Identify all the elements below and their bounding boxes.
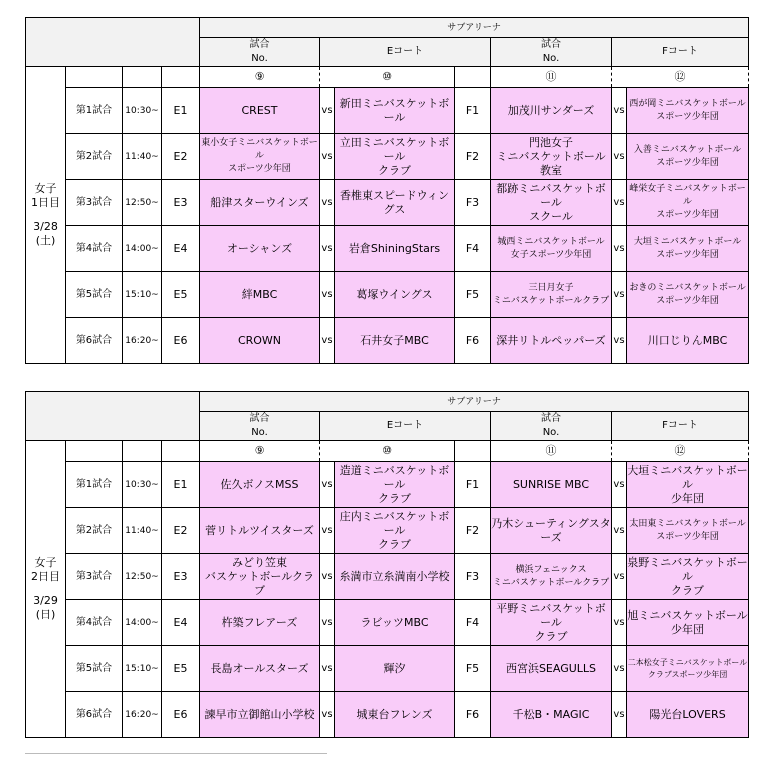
team-e-away: 葛塚ウイングス xyxy=(335,272,455,318)
court-f-title: Fコート xyxy=(612,412,749,441)
blank-cell xyxy=(66,67,123,88)
game-row xyxy=(26,554,749,600)
court-f-title: Fコート xyxy=(612,38,749,67)
team-f-away: 西が岡ミニバスケットボール スポーツ少年団 xyxy=(627,88,749,134)
team-f-away: 入善ミニバスケットボール スポーツ少年団 xyxy=(627,134,749,180)
team-f-home: 加茂川サンダーズ xyxy=(491,88,612,134)
schedule-day1-table xyxy=(25,17,749,364)
team-f-away: 泉野ミニバスケットボール クラブ xyxy=(627,554,749,600)
blank-cell xyxy=(455,67,491,88)
game-id-f: F1 xyxy=(455,88,491,134)
arena-header-row xyxy=(26,392,749,412)
blank-cell xyxy=(162,441,200,462)
game-id-f: F4 xyxy=(455,226,491,272)
game-id-f: F3 xyxy=(455,554,491,600)
slot-number-row xyxy=(26,67,749,88)
day-label-line: 女子 xyxy=(34,556,57,569)
vs-label-e: vs xyxy=(320,88,335,134)
start-time: 15:10~ xyxy=(123,646,162,692)
game-no-label: 試合 xyxy=(249,39,270,50)
match-label: 第1試合 xyxy=(66,88,123,134)
vs-label-f: vs xyxy=(612,508,627,554)
game-row xyxy=(26,180,749,226)
team-e-home: みどり笠東 バスケットボールクラブ xyxy=(200,554,320,600)
team-e-away: 立田ミニバスケットボール クラブ xyxy=(335,134,455,180)
game-no-label: 試合 xyxy=(249,413,270,424)
team-e-home: オーシャンズ xyxy=(200,226,320,272)
vs-label-e: vs xyxy=(320,180,335,226)
day-label-line: 1日目 xyxy=(31,196,60,209)
team-e-home: 菅リトルツイスターズ xyxy=(200,508,320,554)
game-id-f: F5 xyxy=(455,646,491,692)
game-id-e: E2 xyxy=(162,134,200,180)
game-id-f: F5 xyxy=(455,272,491,318)
slot-number-row xyxy=(26,441,749,462)
corner-diagonal-cell xyxy=(26,392,200,441)
vs-label-e: vs xyxy=(320,646,335,692)
game-id-e: E1 xyxy=(162,462,200,508)
team-e-away: ラビッツMBC xyxy=(335,600,455,646)
vs-label-e: vs xyxy=(320,600,335,646)
court-e-title: Eコート xyxy=(320,412,491,441)
match-label: 第2試合 xyxy=(66,508,123,554)
match-label: 第1試合 xyxy=(66,462,123,508)
blank-cell xyxy=(66,441,123,462)
vs-label-f: vs xyxy=(612,272,627,318)
arena-name: サブアリーナ xyxy=(200,392,749,412)
team-f-away: 大垣ミニバスケットボール 少年団 xyxy=(627,462,749,508)
team-e-away: 新田ミニバスケットボール xyxy=(335,88,455,134)
team-f-home: 西宮浜SEAGULLS xyxy=(491,646,612,692)
game-no-abbr: No. xyxy=(542,427,560,438)
day-label xyxy=(26,441,66,738)
blank-cell xyxy=(123,441,162,462)
game-no-header-e xyxy=(200,38,320,67)
start-time: 14:00~ xyxy=(123,226,162,272)
slot-number-f-home: ⑪ xyxy=(491,67,612,88)
day-label-line: 3/29 xyxy=(33,594,58,607)
team-f-home: 城西ミニバスケットボール 女子スポーツ少年団 xyxy=(491,226,612,272)
corner-diagonal-cell xyxy=(26,18,200,67)
team-f-away: 峰栄女子ミニバスケットボール スポーツ少年団 xyxy=(627,180,749,226)
game-id-e: E3 xyxy=(162,554,200,600)
game-no-header-f xyxy=(491,38,612,67)
team-f-home: SUNRISE MBC xyxy=(491,462,612,508)
slot-number-e-away: ⑩ xyxy=(320,67,455,88)
game-id-e: E6 xyxy=(162,692,200,738)
match-label: 第4試合 xyxy=(66,600,123,646)
blank-cell xyxy=(162,67,200,88)
start-time: 16:20~ xyxy=(123,318,162,364)
match-label: 第6試合 xyxy=(66,692,123,738)
vs-label-f: vs xyxy=(612,88,627,134)
team-f-home: 都跡ミニバスケットボール スクール xyxy=(491,180,612,226)
team-f-home: 深井リトルペッパーズ xyxy=(491,318,612,364)
team-e-home: 船津スターウインズ xyxy=(200,180,320,226)
schedule-day1-body xyxy=(26,18,749,364)
match-label: 第5試合 xyxy=(66,272,123,318)
vs-label-f: vs xyxy=(612,226,627,272)
game-row xyxy=(26,462,749,508)
game-row xyxy=(26,272,749,318)
game-id-e: E5 xyxy=(162,272,200,318)
game-row xyxy=(26,226,749,272)
team-e-away: 輝汐 xyxy=(335,646,455,692)
game-row xyxy=(26,88,749,134)
game-row xyxy=(26,318,749,364)
match-label: 第3試合 xyxy=(66,554,123,600)
schedule-day2-body xyxy=(26,392,749,738)
slot-number-e-home: ⑨ xyxy=(200,67,320,88)
team-e-away: 造道ミニバスケットボール クラブ xyxy=(335,462,455,508)
team-f-home: 乃木シューティングスターズ xyxy=(491,508,612,554)
game-id-f: F1 xyxy=(455,462,491,508)
slot-number-e-home: ⑨ xyxy=(200,441,320,462)
day-label-line: (日) xyxy=(35,608,56,621)
team-f-away: 川口じりんMBC xyxy=(627,318,749,364)
team-e-away: 香椎東スピードウィングス xyxy=(335,180,455,226)
day-label-line: (土) xyxy=(35,234,56,247)
start-time: 15:10~ xyxy=(123,272,162,318)
slot-number-f-away: ⑫ xyxy=(612,441,749,462)
vs-label-e: vs xyxy=(320,692,335,738)
blank-cell xyxy=(123,67,162,88)
team-f-home: 平野ミニバスケットボール クラブ xyxy=(491,600,612,646)
vs-label-e: vs xyxy=(320,272,335,318)
team-e-home: CROWN xyxy=(200,318,320,364)
game-id-e: E4 xyxy=(162,600,200,646)
team-f-home: 門池女子 ミニバスケットボール教室 xyxy=(491,134,612,180)
team-f-away: 二本松女子ミニバスケットボール クラブスポーツ少年団 xyxy=(627,646,749,692)
vs-label-e: vs xyxy=(320,462,335,508)
team-e-away: 庄内ミニバスケットボール クラブ xyxy=(335,508,455,554)
start-time: 11:40~ xyxy=(123,508,162,554)
game-no-abbr: No. xyxy=(542,53,560,64)
team-f-away: 大垣ミニバスケットボール スポーツ少年団 xyxy=(627,226,749,272)
day-label-line: 2日目 xyxy=(31,570,60,583)
team-f-away: おきのミニバスケットボール スポーツ少年団 xyxy=(627,272,749,318)
team-f-away: 陽光台LOVERS xyxy=(627,692,749,738)
match-label: 第3試合 xyxy=(66,180,123,226)
game-id-f: F6 xyxy=(455,318,491,364)
slot-number-f-away: ⑫ xyxy=(612,67,749,88)
game-id-f: F2 xyxy=(455,134,491,180)
vs-label-f: vs xyxy=(612,180,627,226)
vs-label-e: vs xyxy=(320,318,335,364)
team-e-away: 糸満市立糸満南小学校 xyxy=(335,554,455,600)
game-id-e: E1 xyxy=(162,88,200,134)
game-row xyxy=(26,600,749,646)
vs-label-e: vs xyxy=(320,226,335,272)
start-time: 10:30~ xyxy=(123,88,162,134)
slot-number-e-away: ⑩ xyxy=(320,441,455,462)
start-time: 16:20~ xyxy=(123,692,162,738)
schedule-day2-table xyxy=(25,391,749,738)
game-row xyxy=(26,692,749,738)
vs-label-e: vs xyxy=(320,554,335,600)
game-id-e: E6 xyxy=(162,318,200,364)
game-row xyxy=(26,134,749,180)
game-no-label: 試合 xyxy=(541,413,561,424)
vs-label-e: vs xyxy=(320,134,335,180)
match-label: 第2試合 xyxy=(66,134,123,180)
game-no-abbr: No. xyxy=(251,427,268,438)
start-time: 14:00~ xyxy=(123,600,162,646)
game-id-f: F3 xyxy=(455,180,491,226)
vs-label-f: vs xyxy=(612,134,627,180)
vs-label-f: vs xyxy=(612,554,627,600)
team-e-home: 絆MBC xyxy=(200,272,320,318)
team-e-away: 石井女子MBC xyxy=(335,318,455,364)
team-e-home: 佐久ボノスMSS xyxy=(200,462,320,508)
game-id-e: E2 xyxy=(162,508,200,554)
team-e-away: 城東台フレンズ xyxy=(335,692,455,738)
match-label: 第4試合 xyxy=(66,226,123,272)
day-label-line xyxy=(26,210,65,220)
game-id-e: E3 xyxy=(162,180,200,226)
slot-number-f-home: ⑪ xyxy=(491,441,612,462)
day-label-line: 3/28 xyxy=(33,220,58,233)
start-time: 11:40~ xyxy=(123,134,162,180)
blank-cell xyxy=(455,441,491,462)
start-time: 10:30~ xyxy=(123,462,162,508)
game-no-label: 試合 xyxy=(541,39,561,50)
team-f-home: 横浜フェニックス ミニバスケットボールクラブ xyxy=(491,554,612,600)
team-e-home: 杵築フレアーズ xyxy=(200,600,320,646)
bottom-divider xyxy=(25,753,327,754)
game-row xyxy=(26,646,749,692)
start-time: 12:50~ xyxy=(123,554,162,600)
vs-label-f: vs xyxy=(612,646,627,692)
match-label: 第5試合 xyxy=(66,646,123,692)
team-f-home: 三日月女子 ミニバスケットボールクラブ xyxy=(491,272,612,318)
game-row xyxy=(26,508,749,554)
game-id-f: F6 xyxy=(455,692,491,738)
arena-header-row xyxy=(26,18,749,38)
game-id-f: F4 xyxy=(455,600,491,646)
team-e-home: CREST xyxy=(200,88,320,134)
game-no-abbr: No. xyxy=(251,53,268,64)
match-label: 第6試合 xyxy=(66,318,123,364)
team-f-home: 千松B・MAGIC xyxy=(491,692,612,738)
day-label-line xyxy=(26,584,65,594)
vs-label-e: vs xyxy=(320,508,335,554)
day-label-line: 女子 xyxy=(34,182,57,195)
game-id-e: E4 xyxy=(162,226,200,272)
team-e-away: 岩倉ShiningStars xyxy=(335,226,455,272)
vs-label-f: vs xyxy=(612,462,627,508)
vs-label-f: vs xyxy=(612,692,627,738)
arena-name: サブアリーナ xyxy=(200,18,749,38)
day-label xyxy=(26,67,66,364)
team-f-away: 旭ミニバスケットボール 少年団 xyxy=(627,600,749,646)
game-no-header-f xyxy=(491,412,612,441)
vs-label-f: vs xyxy=(612,600,627,646)
game-no-header-e xyxy=(200,412,320,441)
team-e-home: 諫早市立御館山小学校 xyxy=(200,692,320,738)
game-id-f: F2 xyxy=(455,508,491,554)
team-e-home: 東小女子ミニバスケットボール スポーツ少年団 xyxy=(200,134,320,180)
vs-label-f: vs xyxy=(612,318,627,364)
start-time: 12:50~ xyxy=(123,180,162,226)
game-id-e: E5 xyxy=(162,646,200,692)
court-e-title: Eコート xyxy=(320,38,491,67)
team-e-home: 長島オールスターズ xyxy=(200,646,320,692)
team-f-away: 太田東ミニバスケットボール スポーツ少年団 xyxy=(627,508,749,554)
